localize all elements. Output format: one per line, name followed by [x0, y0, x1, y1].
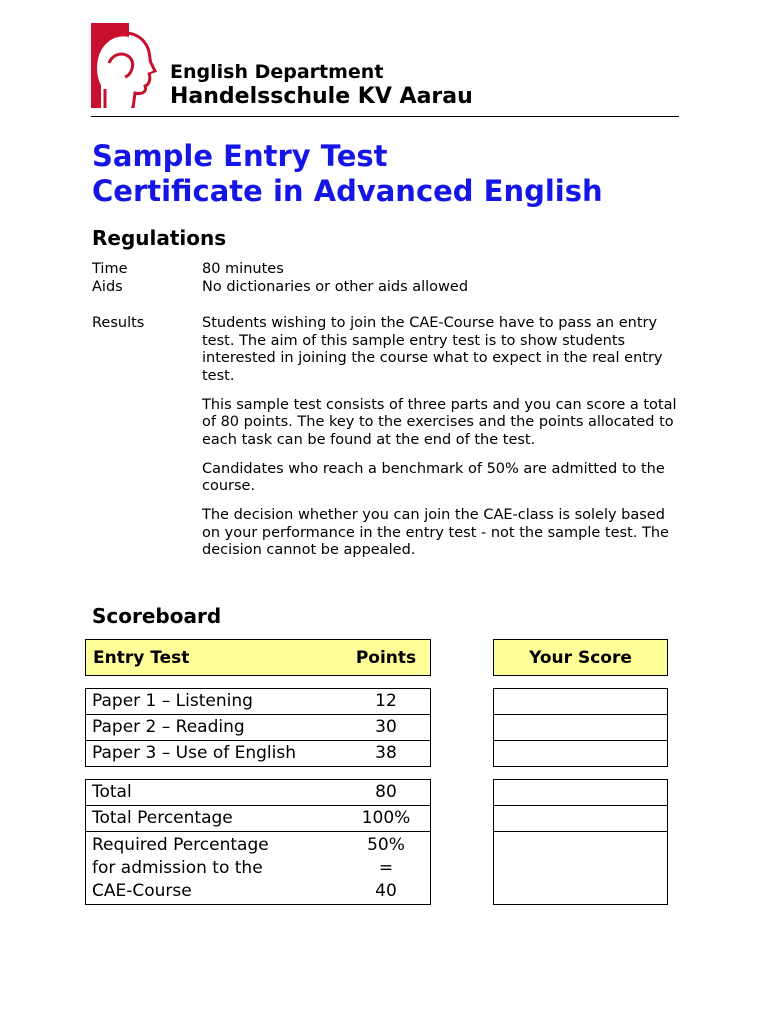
- required-label-line-1: Required Percentage: [92, 835, 269, 855]
- department-name: English Department: [170, 61, 384, 83]
- results-label: Results: [92, 315, 145, 331]
- points-header: Points: [355, 647, 417, 668]
- required-value-line-3: 40: [375, 881, 397, 901]
- total-value: 80: [375, 782, 397, 802]
- page-subtitle: Certificate in Advanced English: [92, 174, 603, 208]
- scoreboard-header: [85, 639, 431, 676]
- results-paragraph: Candidates who reach a benchmark of 50% are admitted to the course.: [202, 460, 665, 494]
- row-divider: [86, 714, 430, 715]
- aids-value: No dictionaries or other aids allowed: [202, 279, 469, 295]
- paper-name: Paper 3 – Use of English: [92, 743, 297, 763]
- score-cell-paper-1[interactable]: [494, 689, 667, 714]
- paper-points: 12: [375, 691, 397, 711]
- score-cell-required[interactable]: [494, 832, 667, 904]
- time-value: 80 minutes: [202, 261, 284, 277]
- head-profile-icon: [91, 23, 157, 108]
- results-paragraph: Students wishing to join the CAE-Course have to pass an entry test. The aim of this sample entry test is to show students interested in joining the course what to expect in the real entry test.: [202, 315, 663, 384]
- results-text: [202, 315, 680, 571]
- your-score-header: [493, 639, 668, 676]
- results-paragraph: This sample test consists of three parts and you can score a total of 80 points. The key to the exercises and the points allocated to each task can be found at the end of the test.: [202, 396, 677, 448]
- score-cell-paper-3[interactable]: [494, 741, 667, 766]
- score-cell-paper-2[interactable]: [494, 715, 667, 740]
- percentage-label: Total Percentage: [92, 808, 233, 828]
- entry-test-header: Entry Test: [93, 647, 190, 668]
- row-divider: [86, 805, 430, 806]
- score-cell-total[interactable]: [494, 780, 667, 805]
- regulations-heading: Regulations: [92, 226, 227, 250]
- score-cell-percentage[interactable]: [494, 806, 667, 831]
- header-divider: [91, 116, 679, 117]
- time-label: Time: [92, 261, 128, 277]
- totals-score-table: [493, 779, 668, 905]
- totals-table: [85, 779, 431, 905]
- school-name: Handelsschule KV Aarau: [170, 84, 473, 109]
- your-score-label: Your Score: [529, 647, 632, 668]
- paper-name: Paper 1 – Listening: [92, 691, 253, 711]
- scoreboard-heading: Scoreboard: [92, 604, 222, 628]
- page-title: Sample Entry Test: [92, 139, 388, 173]
- papers-score-table: [493, 688, 668, 767]
- required-value-line-1: 50%: [367, 835, 405, 855]
- paper-points: 30: [375, 717, 397, 737]
- results-paragraph: The decision whether you can join the CAE-class is solely based on your performance in the entry test - not the sample test. The decision cannot be appealed.: [202, 507, 669, 558]
- required-label-line-2: for admission to the: [92, 858, 263, 878]
- paper-name: Paper 2 – Reading: [92, 717, 245, 737]
- required-value-line-2: =: [378, 858, 394, 878]
- row-divider: [86, 831, 430, 832]
- papers-table: [85, 688, 431, 767]
- total-label: Total: [92, 782, 132, 802]
- paper-points: 38: [375, 743, 397, 763]
- percentage-value: 100%: [361, 808, 411, 828]
- row-divider: [86, 740, 430, 741]
- required-label-line-3: CAE-Course: [92, 881, 192, 901]
- aids-label: Aids: [92, 279, 123, 295]
